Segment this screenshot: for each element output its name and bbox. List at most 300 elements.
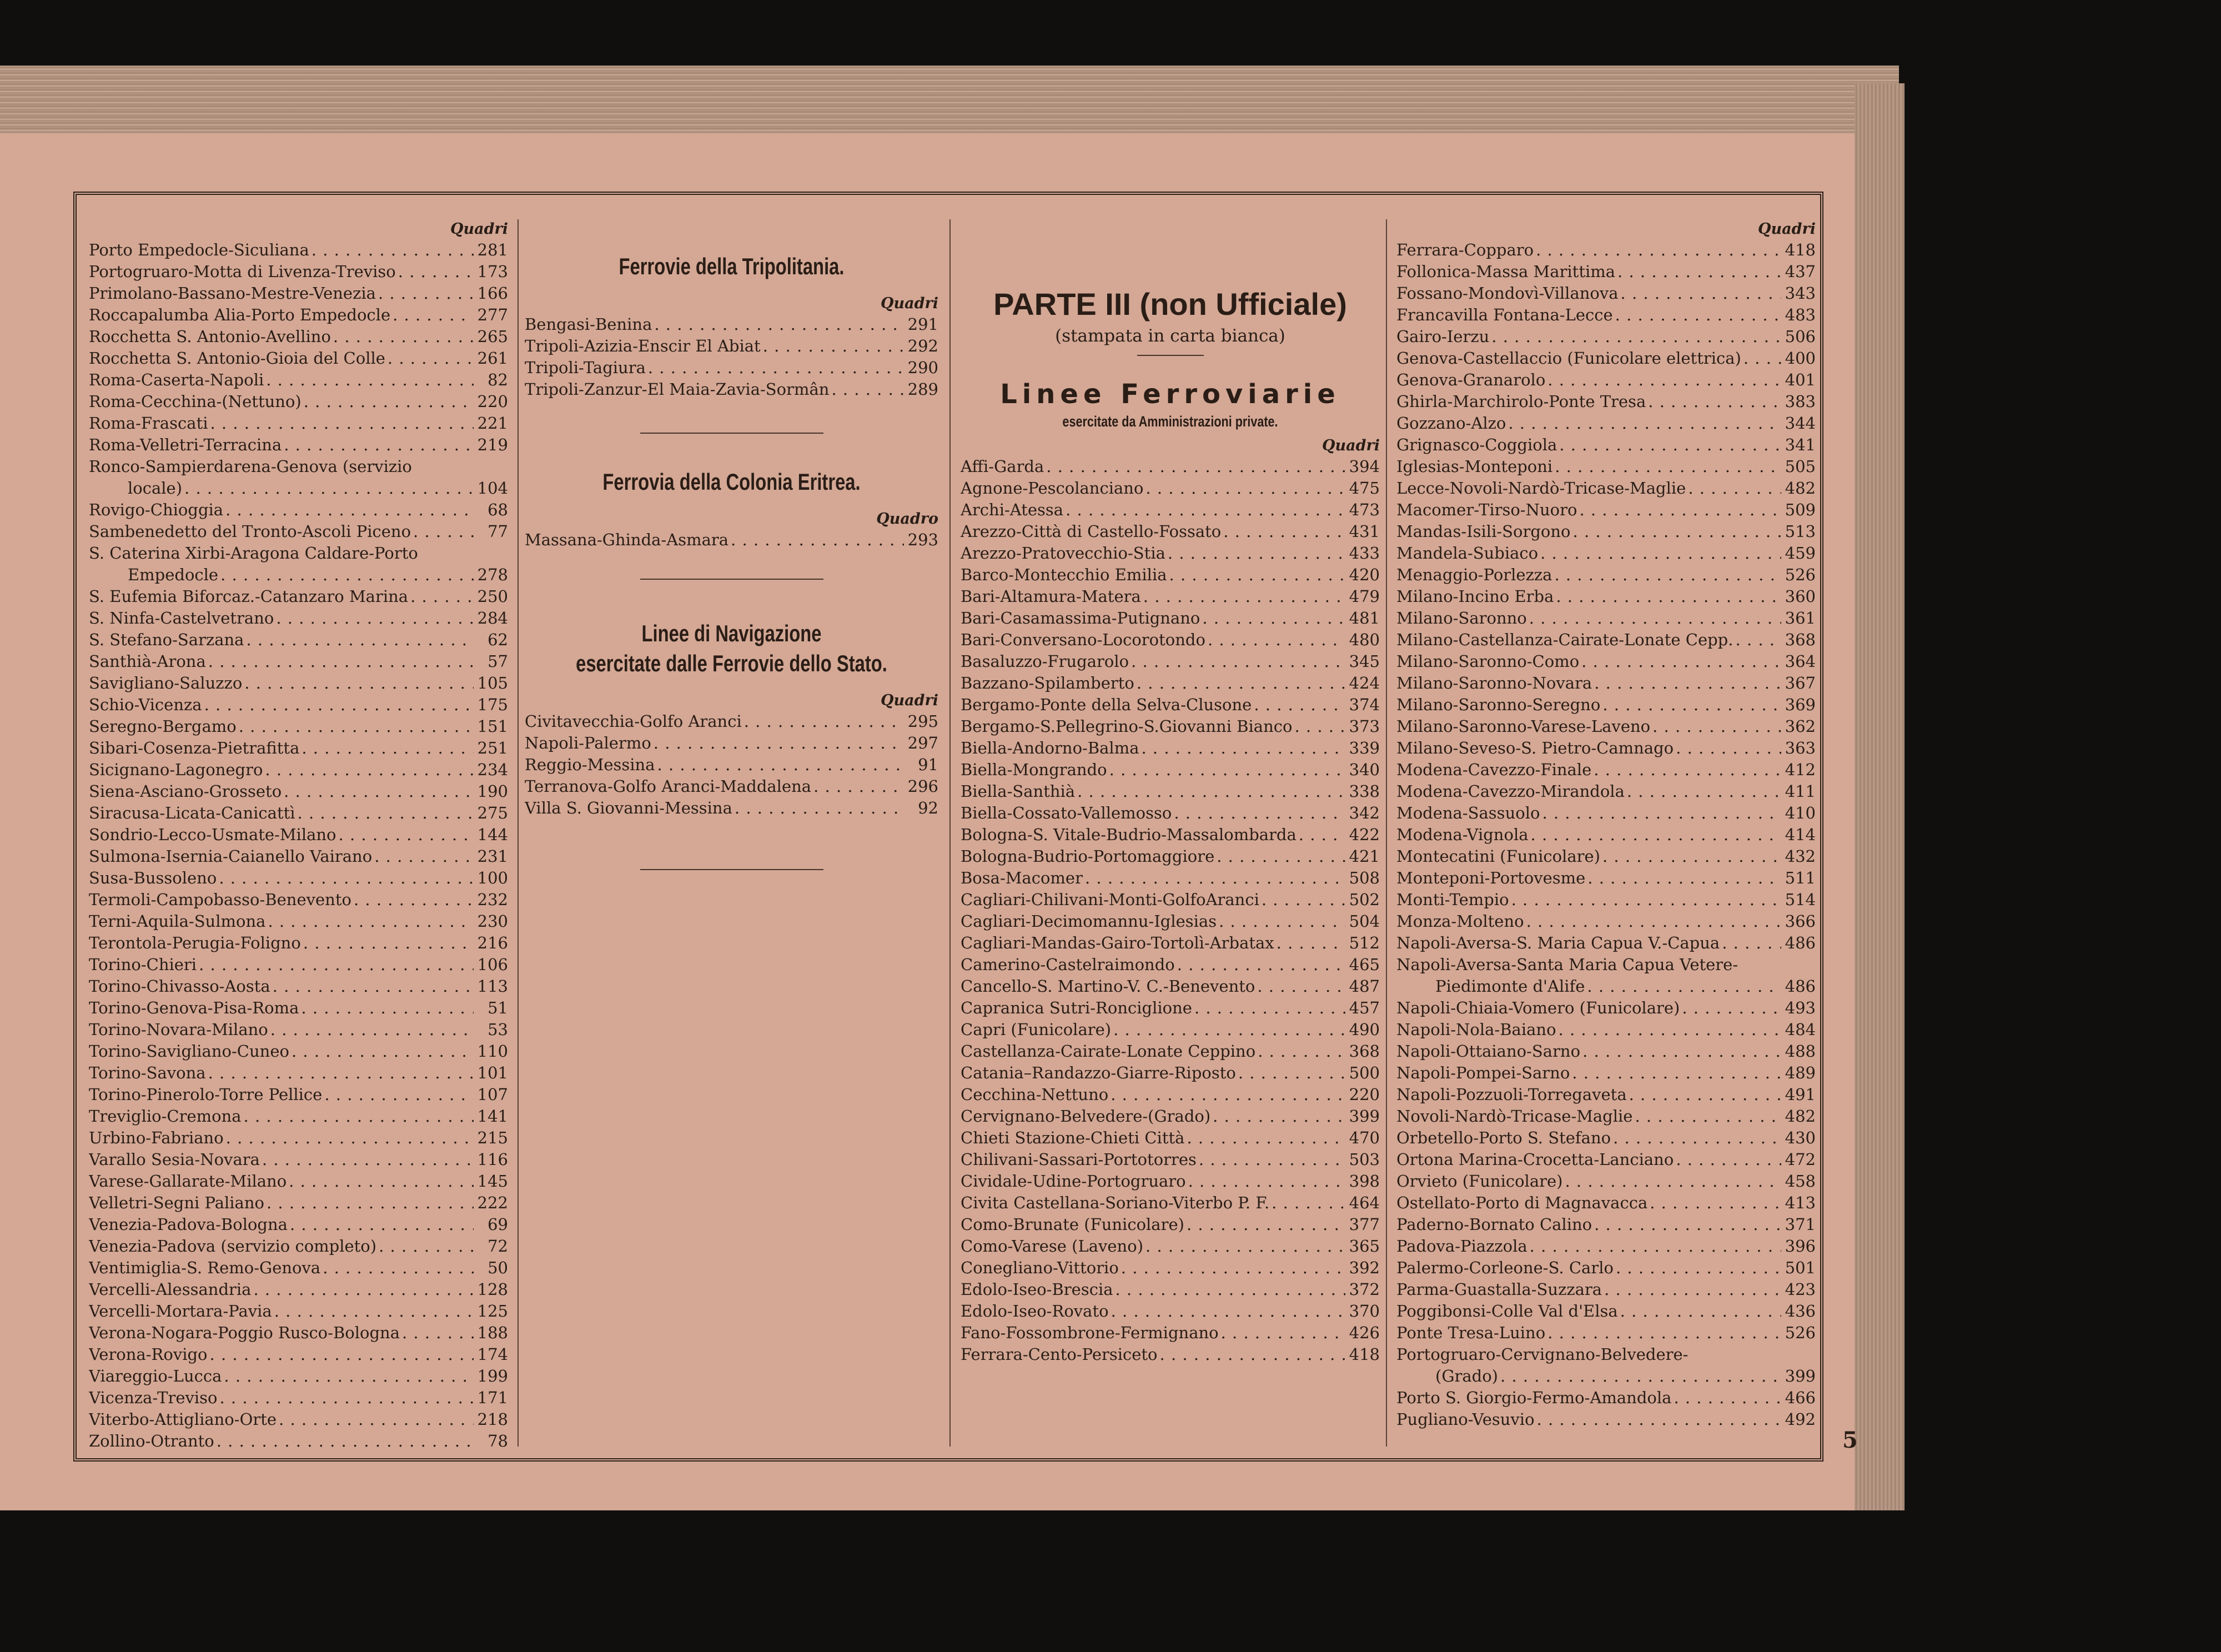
dot-leader — [1213, 1106, 1345, 1127]
line-name: Como-Brunate (Funicolare) — [961, 1215, 1184, 1234]
line-name: Varallo Sesia-Novara — [89, 1150, 260, 1169]
quadro-number: 505 — [1785, 457, 1816, 476]
table-row — [89, 954, 508, 976]
line-name: Terranova-Golfo Aranci-Maddalena — [525, 777, 812, 796]
dot-leader — [304, 391, 474, 413]
quadro-number: 344 — [1785, 414, 1816, 433]
line-name: Monteponi-Portovesme — [1396, 868, 1586, 887]
line-name: Iglesias-Monteponi — [1396, 457, 1553, 476]
quadro-number: 360 — [1785, 587, 1816, 606]
dot-leader — [654, 732, 904, 754]
quadro-number: 526 — [1785, 1323, 1816, 1342]
quadro-number: 92 — [918, 799, 938, 817]
table-row — [1396, 672, 1816, 694]
dot-leader — [1145, 1236, 1345, 1257]
line-name: Edolo-Iseo-Brescia — [961, 1280, 1113, 1299]
dot-leader — [1142, 737, 1346, 759]
dot-leader — [1620, 1300, 1781, 1322]
line-name: Archi-Atessa — [961, 500, 1064, 519]
line-name: Biella-Cossato-Vallemosso — [961, 804, 1172, 822]
dot-leader — [735, 797, 904, 819]
quadro-number: 175 — [477, 695, 508, 714]
dot-leader — [1594, 672, 1781, 694]
line-name: Primolano-Bassano-Mestre-Venezia — [89, 284, 376, 303]
quadro-number: 69 — [488, 1215, 508, 1234]
quadro-number: 400 — [1785, 349, 1816, 368]
line-name: Roccapalumba Alia-Porto Empedocle — [89, 305, 391, 324]
table-row — [89, 651, 508, 672]
line-name: Terontola-Perugia-Foligno — [89, 933, 301, 952]
table-row — [89, 1409, 508, 1430]
table-row — [1396, 1409, 1816, 1430]
line-name: Verona-Nogara-Poggio Rusco-Bologna — [89, 1323, 400, 1342]
table-row — [89, 283, 508, 304]
line-name: Conegliano-Vittorio — [961, 1258, 1119, 1277]
quadro-number: 51 — [488, 998, 508, 1017]
line-name: Termoli-Campobasso-Benevento — [89, 890, 351, 909]
quadro-number: 110 — [477, 1042, 508, 1061]
dot-leader — [1559, 1019, 1781, 1041]
line-name: Seregno-Bergamo — [89, 717, 237, 736]
line-name: Rocchetta S. Antonio-Gioia del Colle — [89, 349, 385, 368]
table-row — [89, 239, 508, 261]
dot-leader — [1109, 759, 1345, 781]
dot-leader — [1621, 283, 1781, 304]
table-row — [89, 1344, 508, 1365]
line-name: Affi-Garda — [961, 457, 1044, 476]
column-divider — [1386, 219, 1387, 1447]
table-row — [89, 499, 508, 521]
line-name: Milano-Saronno-Seregno — [1396, 695, 1601, 714]
line-name: Siracusa-Licata-Canicattì — [89, 804, 295, 822]
line-name: Urbino-Fabriano — [89, 1128, 224, 1147]
line-name: Ponte Tresa-Luino — [1396, 1323, 1546, 1342]
table-row — [1396, 1322, 1816, 1344]
dot-leader — [1511, 889, 1781, 911]
table-row — [1396, 413, 1816, 434]
quadro-number: 284 — [477, 609, 508, 627]
quadro-number: 502 — [1349, 890, 1380, 909]
dot-leader — [1722, 932, 1781, 954]
eritrea-heading: Ferrovia della Colonia Eritrea. — [602, 469, 861, 495]
dot-leader — [1066, 499, 1345, 521]
dot-leader — [1221, 1322, 1345, 1344]
table-row — [961, 499, 1380, 521]
quadro-number: 483 — [1785, 305, 1816, 324]
quadro-number: 188 — [477, 1323, 508, 1342]
quadro-number: 53 — [488, 1020, 508, 1039]
dot-leader — [1199, 1149, 1345, 1171]
quadro-number: 475 — [1349, 479, 1380, 498]
section-separator — [640, 869, 823, 870]
line-name: Basaluzzo-Frugarolo — [961, 652, 1129, 671]
line-name: Roma-Cecchina-(Nettuno) — [89, 392, 302, 411]
quadro-number: 289 — [907, 380, 938, 399]
line-name: Roma-Frascati — [89, 414, 208, 433]
page-number: 5 — [1842, 1427, 1858, 1453]
line-name: Milano-Saronno — [1396, 609, 1527, 627]
line-name: Cancello-S. Martino-V. C.-Benevento — [961, 977, 1255, 996]
quadro-number: 472 — [1785, 1150, 1816, 1169]
dot-leader — [1137, 672, 1345, 694]
line-name: Gozzano-Alzo — [1396, 414, 1506, 433]
dot-leader — [270, 1019, 474, 1041]
table-row — [1396, 889, 1816, 911]
dot-leader — [1594, 759, 1781, 781]
line-name: Sulmona-Isernia-Caianello Vairano — [89, 847, 373, 866]
line-name: Palermo-Corleone-S. Carlo — [1396, 1258, 1614, 1277]
dot-leader — [1046, 456, 1345, 478]
table-row — [89, 1300, 508, 1322]
dot-leader — [208, 651, 474, 672]
quadro-number: 116 — [477, 1150, 508, 1169]
dot-leader — [1536, 239, 1781, 261]
table-row — [1396, 737, 1816, 759]
table-row — [1396, 304, 1816, 326]
table-row — [1396, 391, 1816, 413]
dot-leader — [1500, 1365, 1781, 1387]
line-name: Cecchina-Nettuno — [961, 1085, 1109, 1104]
quadri-header: Quadri — [880, 295, 938, 312]
tripolitania-heading: Ferrovie della Tripolitania. — [619, 253, 845, 279]
table-row — [961, 976, 1380, 997]
quadro-number: 275 — [477, 804, 508, 822]
quadri-header: Quadri — [1757, 220, 1816, 238]
line-name: Milano-Saronno-Novara — [1396, 674, 1592, 692]
line-name: Torino-Savigliano-Cuneo — [89, 1042, 289, 1061]
quadro-number: 221 — [477, 414, 508, 433]
line-name: S. Stefano-Sarzana — [89, 630, 244, 649]
table-row — [1396, 478, 1816, 499]
dot-leader — [199, 954, 474, 976]
quadro-number: 414 — [1785, 825, 1816, 844]
line-name: Napoli-Pompei-Sarno — [1396, 1063, 1570, 1082]
quadro-number: 295 — [907, 712, 938, 731]
table-row — [961, 1106, 1380, 1127]
dot-leader — [1627, 781, 1781, 802]
line-name: Catania–Randazzo-Giarre-Riposto — [961, 1063, 1236, 1082]
dot-leader — [1115, 1279, 1345, 1300]
dot-leader — [1688, 478, 1781, 499]
line-name: Portogruaro-Motta di Livenza-Treviso — [89, 262, 396, 281]
dot-leader — [1217, 846, 1345, 867]
line-name: Bergamo-S.Pellegrino-S.Giovanni Bianco — [961, 717, 1293, 736]
line-name: Ventimiglia-S. Remo-Genova — [89, 1258, 321, 1277]
quadro-number: 431 — [1349, 522, 1380, 541]
dot-leader — [302, 737, 474, 759]
index-list — [961, 456, 1380, 1365]
line-name: Vercelli-Mortara-Pavia — [89, 1302, 272, 1320]
index-column-1 — [89, 219, 508, 1452]
quadro-number: 399 — [1349, 1107, 1380, 1126]
quadro-number: 413 — [1785, 1193, 1816, 1212]
quadro-number: 151 — [477, 717, 508, 736]
quadro-number: 418 — [1785, 240, 1816, 259]
dot-leader — [1650, 1192, 1781, 1214]
quadro-number: 374 — [1349, 695, 1380, 714]
table-row — [1396, 261, 1816, 283]
index-list — [89, 239, 508, 1452]
table-row — [89, 1257, 508, 1279]
line-name: Schio-Vicenza — [89, 695, 202, 714]
table-row — [961, 629, 1380, 651]
line-name: Cagliari-Chilivani-Monti-GolfoAranci — [961, 890, 1259, 909]
line-name: Treviglio-Cremona — [89, 1107, 242, 1126]
quadro-number: 412 — [1785, 760, 1816, 779]
line-name-continued: locale) — [128, 479, 183, 498]
line-name: Bazzano-Spilamberto — [961, 674, 1134, 692]
table-row — [525, 357, 938, 379]
table-row — [961, 651, 1380, 672]
table-row — [89, 1430, 508, 1452]
quadro-number: 250 — [477, 587, 508, 606]
line-name: Viterbo-Attigliano-Orte — [89, 1410, 277, 1429]
table-row — [1396, 1279, 1816, 1300]
quadro-number: 370 — [1349, 1302, 1380, 1320]
line-name: Biella-Santhià — [961, 782, 1076, 801]
navigazione-list — [525, 711, 938, 819]
linee-ferroviarie-subheading: esercitate da Amministrazioni private. — [1062, 413, 1278, 430]
table-row — [89, 997, 508, 1019]
dot-leader — [1613, 1127, 1781, 1149]
quadro-number: 526 — [1785, 565, 1816, 584]
quadro-number: 361 — [1785, 609, 1816, 627]
line-name: Padova-Piazzola — [1396, 1237, 1527, 1256]
dot-leader — [354, 889, 474, 911]
quadro-number: 57 — [488, 652, 508, 671]
quadro-number: 141 — [477, 1107, 508, 1126]
line-name: Orbetello-Porto S. Stefano — [1396, 1128, 1611, 1147]
table-row — [1396, 564, 1816, 586]
dot-leader — [1555, 456, 1781, 478]
table-row — [1396, 846, 1816, 867]
table-row — [961, 802, 1380, 824]
dot-leader — [1582, 1041, 1781, 1062]
dot-leader — [1202, 607, 1345, 629]
table-row — [1396, 867, 1816, 889]
dot-leader — [1508, 413, 1781, 434]
table-row — [961, 586, 1380, 607]
quadro-number: 464 — [1349, 1193, 1380, 1212]
line-name: Follonica-Massa Marittima — [1396, 262, 1616, 281]
dot-leader — [1602, 846, 1781, 867]
dot-leader — [1529, 607, 1781, 629]
dot-leader — [1188, 1171, 1345, 1192]
quadro-number: 190 — [477, 782, 508, 801]
dot-leader — [210, 413, 474, 434]
line-name: Viareggio-Lucca — [89, 1367, 222, 1385]
index-list — [1396, 239, 1816, 1430]
table-row — [961, 1257, 1380, 1279]
line-name: Ferrara-Cento-Persiceto — [961, 1345, 1158, 1364]
quadro-number: 171 — [477, 1388, 508, 1407]
quadro-number: 490 — [1349, 1020, 1380, 1039]
table-row — [89, 1106, 508, 1127]
table-row — [89, 1365, 508, 1387]
dot-leader — [204, 694, 474, 716]
table-row — [89, 629, 508, 651]
table-row — [1396, 716, 1816, 737]
table-row — [1396, 1106, 1816, 1127]
dot-leader — [1635, 1106, 1781, 1127]
table-row — [1396, 824, 1816, 846]
line-name: Arezzo-Pratovecchio-Stia — [961, 544, 1165, 563]
quadro-number: 145 — [477, 1172, 508, 1191]
line-name: Susa-Bussoleno — [89, 868, 217, 887]
table-row — [961, 781, 1380, 802]
table-row — [89, 1214, 508, 1236]
line-name: Roma-Caserta-Napoli — [89, 370, 264, 389]
table-row — [1396, 802, 1816, 824]
dot-leader — [292, 1041, 474, 1062]
navigazione-heading-line2: esercitate dalle Ferrovie dello Stato. — [576, 650, 887, 676]
line-name: Zollino-Otranto — [89, 1432, 214, 1450]
part-subtitle: (stampata in carta bianca) — [1055, 326, 1285, 346]
dot-leader — [301, 997, 474, 1019]
table-row — [89, 1084, 508, 1106]
line-name-continued: Piedimonte d'Alife — [1435, 977, 1585, 996]
quadro-number: 508 — [1349, 868, 1380, 887]
quadro-number: 424 — [1349, 674, 1380, 692]
quadro-number: 426 — [1349, 1323, 1380, 1342]
column-divider — [949, 219, 951, 1447]
tripolitania-list — [525, 314, 938, 400]
dot-leader — [1530, 1236, 1781, 1257]
table-row — [1396, 629, 1816, 651]
quadro-number: 128 — [477, 1280, 508, 1299]
table-row — [89, 607, 508, 629]
table-row — [89, 846, 508, 867]
dot-leader — [284, 434, 474, 456]
quadro-number: 144 — [477, 825, 508, 844]
dot-leader — [303, 932, 474, 954]
dot-leader — [378, 283, 474, 304]
dot-leader — [1160, 1344, 1345, 1365]
book-page-edge-right — [1855, 83, 1905, 1510]
quadro-number: 265 — [477, 327, 508, 346]
table-row — [1396, 1084, 1816, 1106]
line-name: Roma-Velletri-Terracina — [89, 435, 282, 454]
table-row — [89, 1279, 508, 1300]
table-row — [525, 776, 938, 797]
line-name: Civita Castellana-Soriano-Viterbo P. F. — [961, 1193, 1270, 1212]
line-name: Rocchetta S. Antonio-Avellino — [89, 327, 331, 346]
navigazione-heading-line1: Linee di Navigazione — [641, 620, 822, 646]
quadro-number: 281 — [477, 240, 508, 259]
line-name: Modena-Vignola — [1396, 825, 1529, 844]
dot-leader — [1537, 1409, 1781, 1430]
quadro-number: 77 — [488, 522, 508, 541]
table-row — [89, 889, 508, 911]
table-row — [89, 759, 508, 781]
quadro-number: 501 — [1785, 1258, 1816, 1277]
line-name: Bari-Altamura-Matera — [961, 587, 1141, 606]
quadro-number: 106 — [477, 955, 508, 974]
index-column-2 — [525, 219, 938, 870]
quadro-number: 364 — [1785, 652, 1816, 671]
dot-leader — [1110, 1084, 1345, 1106]
dot-leader — [225, 499, 474, 521]
dot-leader — [1223, 521, 1345, 543]
line-name: Bengasi-Benina — [525, 315, 652, 334]
line-name: Camerino-Castelraimondo — [961, 955, 1175, 974]
table-row — [1396, 239, 1816, 261]
table-row — [961, 1084, 1380, 1106]
quadro-number: 78 — [488, 1432, 508, 1450]
dot-leader — [1581, 651, 1781, 672]
table-row — [89, 694, 508, 716]
quadro-number: 396 — [1785, 1237, 1816, 1256]
quadro-number: 366 — [1785, 912, 1816, 931]
dot-leader — [648, 357, 904, 379]
quadro-number: 432 — [1785, 847, 1816, 866]
line-name: Monti-Tempio — [1396, 890, 1509, 909]
quadro-number: 291 — [907, 315, 938, 334]
quadro-number: 345 — [1349, 652, 1380, 671]
quadro-number: 367 — [1785, 674, 1816, 692]
line-name: Montecatini (Funicolare) — [1396, 847, 1600, 866]
dot-leader — [1187, 1127, 1345, 1149]
line-name: S. Ninfa-Castelvetrano — [89, 609, 274, 627]
line-name: Napoli-Ottaiano-Sarno — [1396, 1042, 1581, 1061]
table-row — [961, 889, 1380, 911]
line-name: Vicenza-Treviso — [89, 1388, 218, 1407]
quadro-number: 487 — [1349, 977, 1380, 996]
dot-leader — [393, 304, 474, 326]
table-row — [1396, 326, 1816, 348]
dot-leader — [226, 1127, 474, 1149]
table-row — [89, 672, 508, 694]
line-name: Napoli-Palermo — [525, 734, 651, 752]
quadro-number: 511 — [1785, 868, 1816, 887]
quadro-number: 383 — [1785, 392, 1816, 411]
table-row — [1396, 1257, 1816, 1279]
dot-leader — [290, 1214, 474, 1236]
dot-leader — [1616, 1257, 1781, 1279]
quadro-number: 277 — [477, 305, 508, 324]
quadro-number: 488 — [1785, 1042, 1816, 1061]
line-name: Castellanza-Cairate-Lonate Ceppino — [961, 1042, 1256, 1061]
quadri-header: Quadri — [450, 220, 508, 238]
line-name: Terni-Aquila-Sulmona — [89, 912, 266, 931]
line-name: Parma-Guastalla-Suzzara — [1396, 1280, 1602, 1299]
table-row — [1396, 759, 1816, 781]
table-row — [961, 1279, 1380, 1300]
quadro-number: 503 — [1349, 1150, 1380, 1169]
dot-leader — [1674, 1387, 1781, 1409]
dot-leader — [1257, 976, 1345, 997]
dot-leader — [379, 1236, 474, 1257]
dot-leader — [1743, 348, 1781, 369]
table-row — [1396, 1300, 1816, 1322]
quadro-number: 421 — [1349, 847, 1380, 866]
line-name: Modena-Cavezzo-Mirandola — [1396, 782, 1625, 801]
dot-leader — [333, 326, 474, 348]
line-name: Ronco-Sampierdarena-Genova (servizio — [89, 457, 412, 476]
dot-leader — [273, 976, 474, 997]
table-row — [961, 1300, 1380, 1322]
line-name: Monza-Molteno — [1396, 912, 1524, 931]
table-row — [89, 521, 508, 543]
dot-leader — [220, 564, 474, 586]
table-row — [89, 1192, 508, 1214]
quadro-number: 466 — [1785, 1388, 1816, 1407]
quadro-number: 482 — [1785, 1107, 1816, 1126]
table-row — [1396, 434, 1816, 456]
dot-leader — [1554, 564, 1781, 586]
table-row — [961, 846, 1380, 867]
line-name: Sambenedetto del Tronto-Ascoli Piceno — [89, 522, 411, 541]
